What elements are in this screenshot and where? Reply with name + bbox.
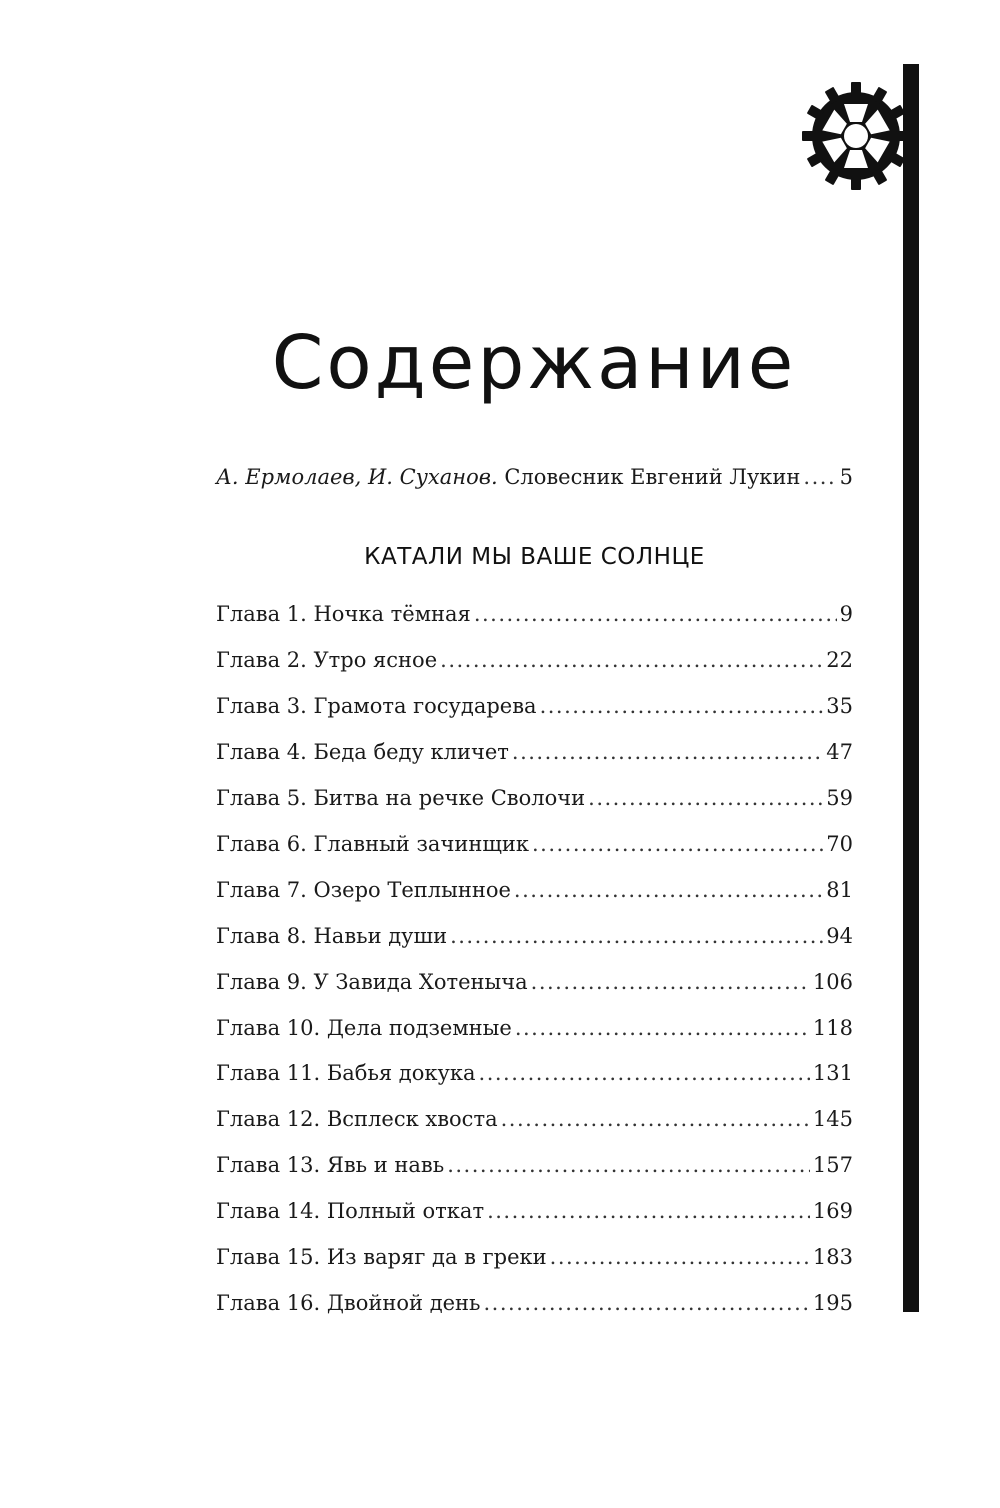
toc-entry-label: Глава 15. Из варяг да в греки bbox=[216, 1245, 547, 1269]
toc-entry-label: Глава 12. Всплеск хвоста bbox=[216, 1107, 498, 1131]
toc-entry bbox=[216, 597, 853, 631]
dot-leader bbox=[531, 965, 810, 999]
toc-entry-page: 183 bbox=[812, 1245, 853, 1269]
toc-entry-page: 94 bbox=[826, 924, 853, 948]
toc-entry bbox=[216, 1194, 853, 1228]
toc-entry-label: Глава 6. Главный зачинщик bbox=[216, 832, 529, 856]
dot-leader bbox=[450, 919, 823, 953]
dot-leader bbox=[803, 460, 836, 494]
toc-entry-page: 70 bbox=[826, 832, 853, 856]
toc-entry bbox=[216, 873, 853, 907]
toc-entry-label: Глава 10. Дела подземные bbox=[216, 1016, 512, 1040]
toc-entry-page: 35 bbox=[826, 694, 853, 718]
toc-entry-label: Глава 2. Утро ясное bbox=[216, 648, 438, 672]
dot-leader bbox=[515, 1011, 810, 1045]
toc-entry-page: 118 bbox=[812, 1016, 853, 1040]
toc-entry-label: Глава 7. Озеро Теплынное bbox=[216, 878, 511, 902]
toc-entry-page: 131 bbox=[812, 1061, 853, 1085]
toc-entry-page: 169 bbox=[812, 1199, 853, 1223]
dot-leader bbox=[588, 781, 823, 815]
dot-leader bbox=[484, 1286, 810, 1320]
gear-icon bbox=[800, 80, 912, 192]
toc-entry-authors: А. Ермолаев, И. Суханов. bbox=[216, 465, 498, 489]
toc-entry-page: 195 bbox=[812, 1291, 853, 1315]
toc-entry-page: 22 bbox=[826, 648, 853, 672]
dot-leader bbox=[501, 1102, 810, 1136]
toc-entry-label: Глава 9. У Завида Хотеныча bbox=[216, 970, 528, 994]
toc-entry bbox=[216, 781, 853, 815]
toc-entry-label: Глава 13. Явь и навь bbox=[216, 1153, 445, 1177]
dot-leader bbox=[440, 643, 823, 677]
toc-entry-label: Глава 3. Грамота государева bbox=[216, 694, 537, 718]
dot-leader bbox=[514, 873, 823, 907]
toc-entry-label: Глава 4. Беда беду кличет bbox=[216, 740, 509, 764]
toc-entry-text: Словесник Евгений Лукин bbox=[504, 465, 801, 489]
toc-entry bbox=[216, 735, 853, 769]
toc-entry-page: 106 bbox=[812, 970, 853, 994]
toc-entry-label: Глава 8. Навьи души bbox=[216, 924, 448, 948]
toc-entry-page: 157 bbox=[812, 1153, 853, 1177]
dot-leader bbox=[479, 1056, 810, 1090]
toc-entry-label bbox=[216, 460, 800, 494]
dot-leader bbox=[540, 689, 824, 723]
dot-leader bbox=[512, 735, 823, 769]
dot-leader bbox=[550, 1240, 810, 1274]
toc-entry bbox=[216, 827, 853, 861]
toc-entry bbox=[216, 1240, 853, 1274]
toc-entry-label: Глава 1. Ночка тёмная bbox=[216, 602, 471, 626]
toc-entry bbox=[216, 965, 853, 999]
toc-entry-label: Глава 11. Бабья докука bbox=[216, 1061, 476, 1085]
toc-entry-intro bbox=[216, 460, 853, 494]
toc-entry bbox=[216, 689, 853, 723]
toc-entry bbox=[216, 919, 853, 953]
section-heading: КАТАЛИ МЫ ВАШЕ СОЛНЦЕ bbox=[364, 544, 705, 570]
toc-entry bbox=[216, 1011, 853, 1045]
toc-entry bbox=[216, 1102, 853, 1136]
side-bar-decoration bbox=[903, 64, 919, 1312]
dot-leader bbox=[474, 597, 837, 631]
toc-entry-page: 145 bbox=[812, 1107, 853, 1131]
toc-entry-page: 47 bbox=[826, 740, 853, 764]
page-title: Содержание bbox=[271, 320, 797, 406]
toc-entry-page: 9 bbox=[839, 602, 853, 626]
toc-entry bbox=[216, 1148, 853, 1182]
dot-leader bbox=[532, 827, 823, 861]
dot-leader bbox=[447, 1148, 810, 1182]
toc-entry bbox=[216, 1286, 853, 1320]
toc-entry-page: 81 bbox=[826, 878, 853, 902]
toc-entry-label: Глава 5. Битва на речке Сволочи bbox=[216, 786, 586, 810]
toc-entry-page: 59 bbox=[826, 786, 853, 810]
dot-leader bbox=[487, 1194, 810, 1228]
toc-entry-label: Глава 16. Двойной день bbox=[216, 1291, 481, 1315]
toc-entry-label: Глава 14. Полный откат bbox=[216, 1199, 485, 1223]
toc-entry-page: 5 bbox=[839, 465, 853, 489]
toc-entry bbox=[216, 643, 853, 677]
toc-entry bbox=[216, 1056, 853, 1090]
